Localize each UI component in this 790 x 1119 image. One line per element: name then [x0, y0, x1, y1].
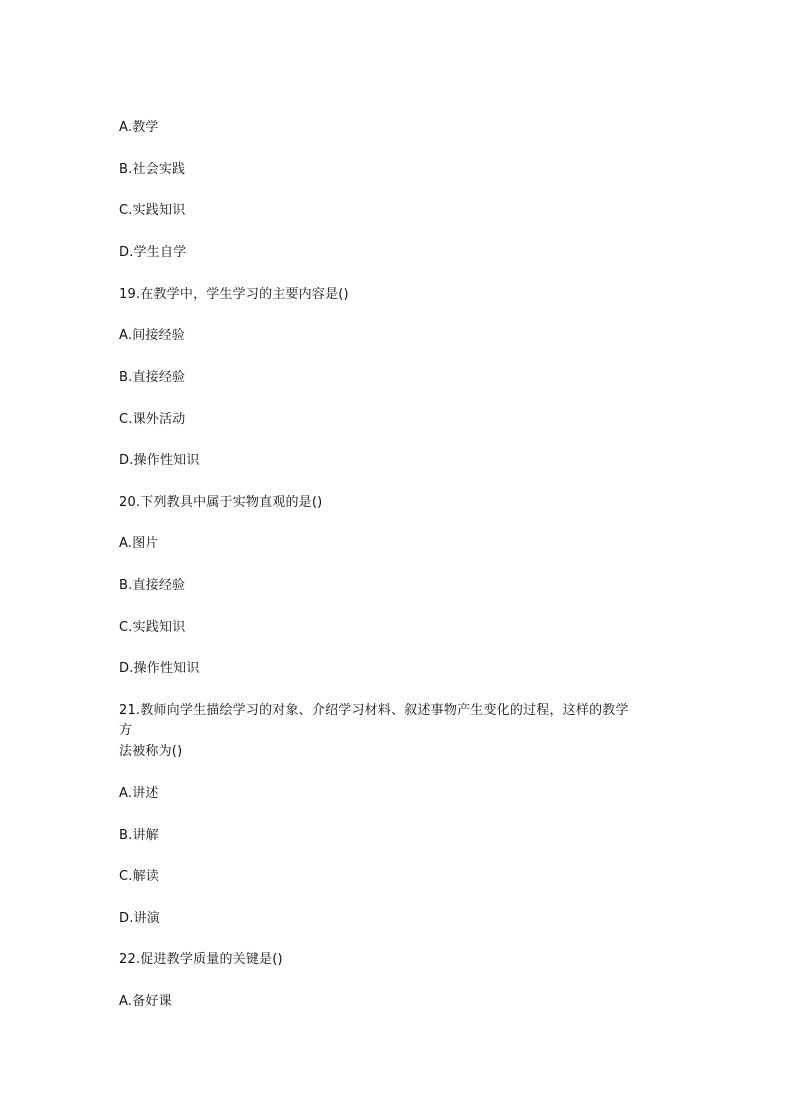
option-a-q19: A.间接经验	[119, 328, 185, 343]
option-d-q19: D.操作性知识	[119, 453, 200, 468]
option-a-q20: A.图片	[119, 536, 159, 551]
option-a-q18: A.教学	[119, 120, 159, 135]
question-21-line-1: 21.教师向学生描绘学习的对象、介绍学习材料、叙述事物产生变化的过程，这样的教学	[119, 703, 629, 718]
question-19: 19.在教学中，学生学习的主要内容是()	[119, 287, 349, 302]
option-b-q21: B.讲解	[119, 828, 159, 843]
option-d-q18: D.学生自学	[119, 245, 187, 260]
option-b-q20: B.直接经验	[119, 578, 186, 593]
question-22: 22.促进教学质量的关键是()	[119, 952, 283, 967]
option-c-q20: C.实践知识	[119, 620, 186, 635]
question-20: 20.下列教具中属于实物直观的是()	[119, 495, 323, 510]
option-d-q21: D.讲演	[119, 911, 160, 926]
question-21-line-3: 法被称为()	[119, 744, 183, 759]
option-c-q18: C.实践知识	[119, 203, 186, 218]
option-b-q18: B.社会实践	[119, 162, 186, 177]
option-a-q22: A.备好课	[119, 994, 172, 1009]
option-c-q19: C.课外活动	[119, 412, 186, 427]
option-d-q20: D.操作性知识	[119, 661, 200, 676]
option-b-q19: B.直接经验	[119, 370, 186, 385]
option-c-q21: C.解读	[119, 869, 160, 884]
question-21-line-2: 方	[119, 723, 133, 738]
option-a-q21: A.讲述	[119, 786, 159, 801]
